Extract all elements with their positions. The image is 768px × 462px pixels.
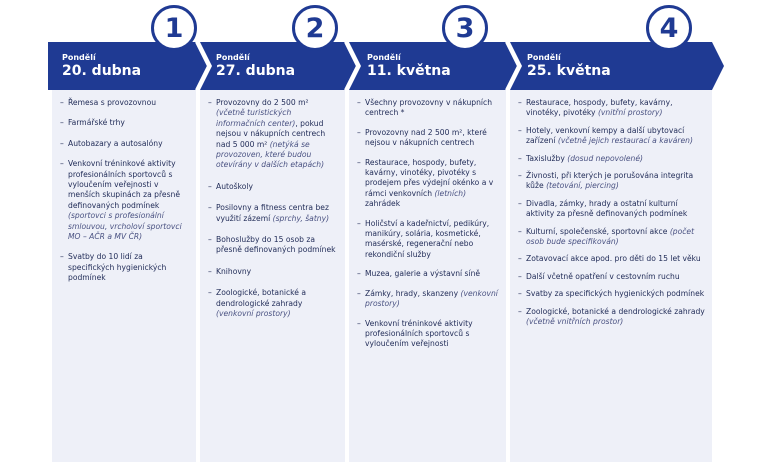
list-item: – Autoškoly [208,182,339,192]
phase-3-number: 3 [442,5,488,51]
list-item: – Farmářské trhy [60,118,190,128]
phase-2-header [216,50,295,90]
phase-2-number: 2 [292,5,338,51]
list-item: – Zámky, hrady, skanzeny (venkovní prostory) [357,289,500,310]
phase-3-header [367,50,451,90]
list-item: – Zoologické, botanické a dendrologické zahrady (včetně vnitřních prostor) [518,307,706,328]
list-item: – Holičství a kadeřnictví, pedikúry, manikúry, solária, kosmetické, masérské, regenerační nebo rekondiční služby [357,219,500,261]
list-item: – Svatby do 10 lidí za specifických hygienických podmínek [60,252,190,283]
phase-4-day: Pondělí [527,53,561,62]
list-item: – Řemesa s provozovnou [60,98,190,108]
list-item: – Zotavovací akce apod. pro děti do 15 let věku [518,254,706,264]
list-item: – Venkovní tréninkové aktivity profesionálních sportovců s vyloučením veřejnosti [357,319,500,350]
list-item: – Muzea, galerie a výstavní síně [357,269,500,279]
phase-4-header [527,50,611,90]
list-item: – Provozovny nad 2 500 m², které nejsou v nákupních centrech [357,128,500,149]
list-item: – Restaurace, hospody, bufety, kavárny, vinotéky, pivotéky s prodejem přes výdejní okénko a v rámci venkovních (letních) zahrádek [357,158,500,210]
list-item: – Další včetně opatření v cestovním ruchu [518,272,706,282]
list-item: – Autobazary a autosalóny [60,139,190,149]
phase-2-date: 27. dubna [216,63,296,79]
list-item: – Bohoslužby do 15 osob za přesně definovaných podmínek [208,235,339,256]
list-item: – Divadla, zámky, hrady a ostatní kulturní aktivity za přesně definovaných podmínek [518,199,706,220]
list-item: – Restaurace, hospody, bufety, kavárny, vinotéky, pivotéky (vnitřní prostory) [518,98,706,119]
phase-2-day: Pondělí [216,53,250,62]
list-item: – Posilovny a fitness centra bez využití zázemí (sprchy, šatny) [208,203,339,224]
phase-3-day: Pondělí [367,53,401,62]
phase-1-header [62,50,141,90]
list-item: – Zoologické, botanické a dendrologické zahrady (venkovní prostory) [208,288,339,319]
list-item: – Venkovní tréninkové aktivity profesionálních sportovců s vyloučením veřejnosti v menších skupinách za přesně definovaných podmínek (sportovci s profesionální smlouvou, vrcholoví sportovci MO – AČR a MV ČR) [60,159,190,242]
phase-3-date: 11. května [367,63,451,79]
phase-1-number: 1 [151,5,197,51]
phase-4-number: 4 [646,5,692,51]
phase-4-date: 25. května [527,63,611,79]
phase-1-date: 20. dubna [62,63,142,79]
list-item: – Provozovny do 2 500 m² (včetně turistických informačních center), pokud nejsou v nákupních centrech nad 5 000 m² (netýká se provozoven, které budou otevírány v dalších etapách) [208,98,339,171]
phase-1-day: Pondělí [62,53,96,62]
list-item: – Taxislužby (dosud nepovolené) [518,154,706,164]
list-item: – Kulturní, společenské, sportovní akce (počet osob bude specifikován) [518,227,706,248]
list-item: – Knihovny [208,267,339,277]
list-item: – Svatby za specifických hygienických podmínek [518,289,706,299]
list-item: – Živnosti, při kterých je porušována integrita kůže (tetování, piercing) [518,171,706,192]
list-item: – Všechny provozovny v nákupních centrech * [357,98,500,119]
list-item: – Hotely, venkovní kempy a další ubytovací zařízení (včetně jejich restaurací a kaváren) [518,126,706,147]
